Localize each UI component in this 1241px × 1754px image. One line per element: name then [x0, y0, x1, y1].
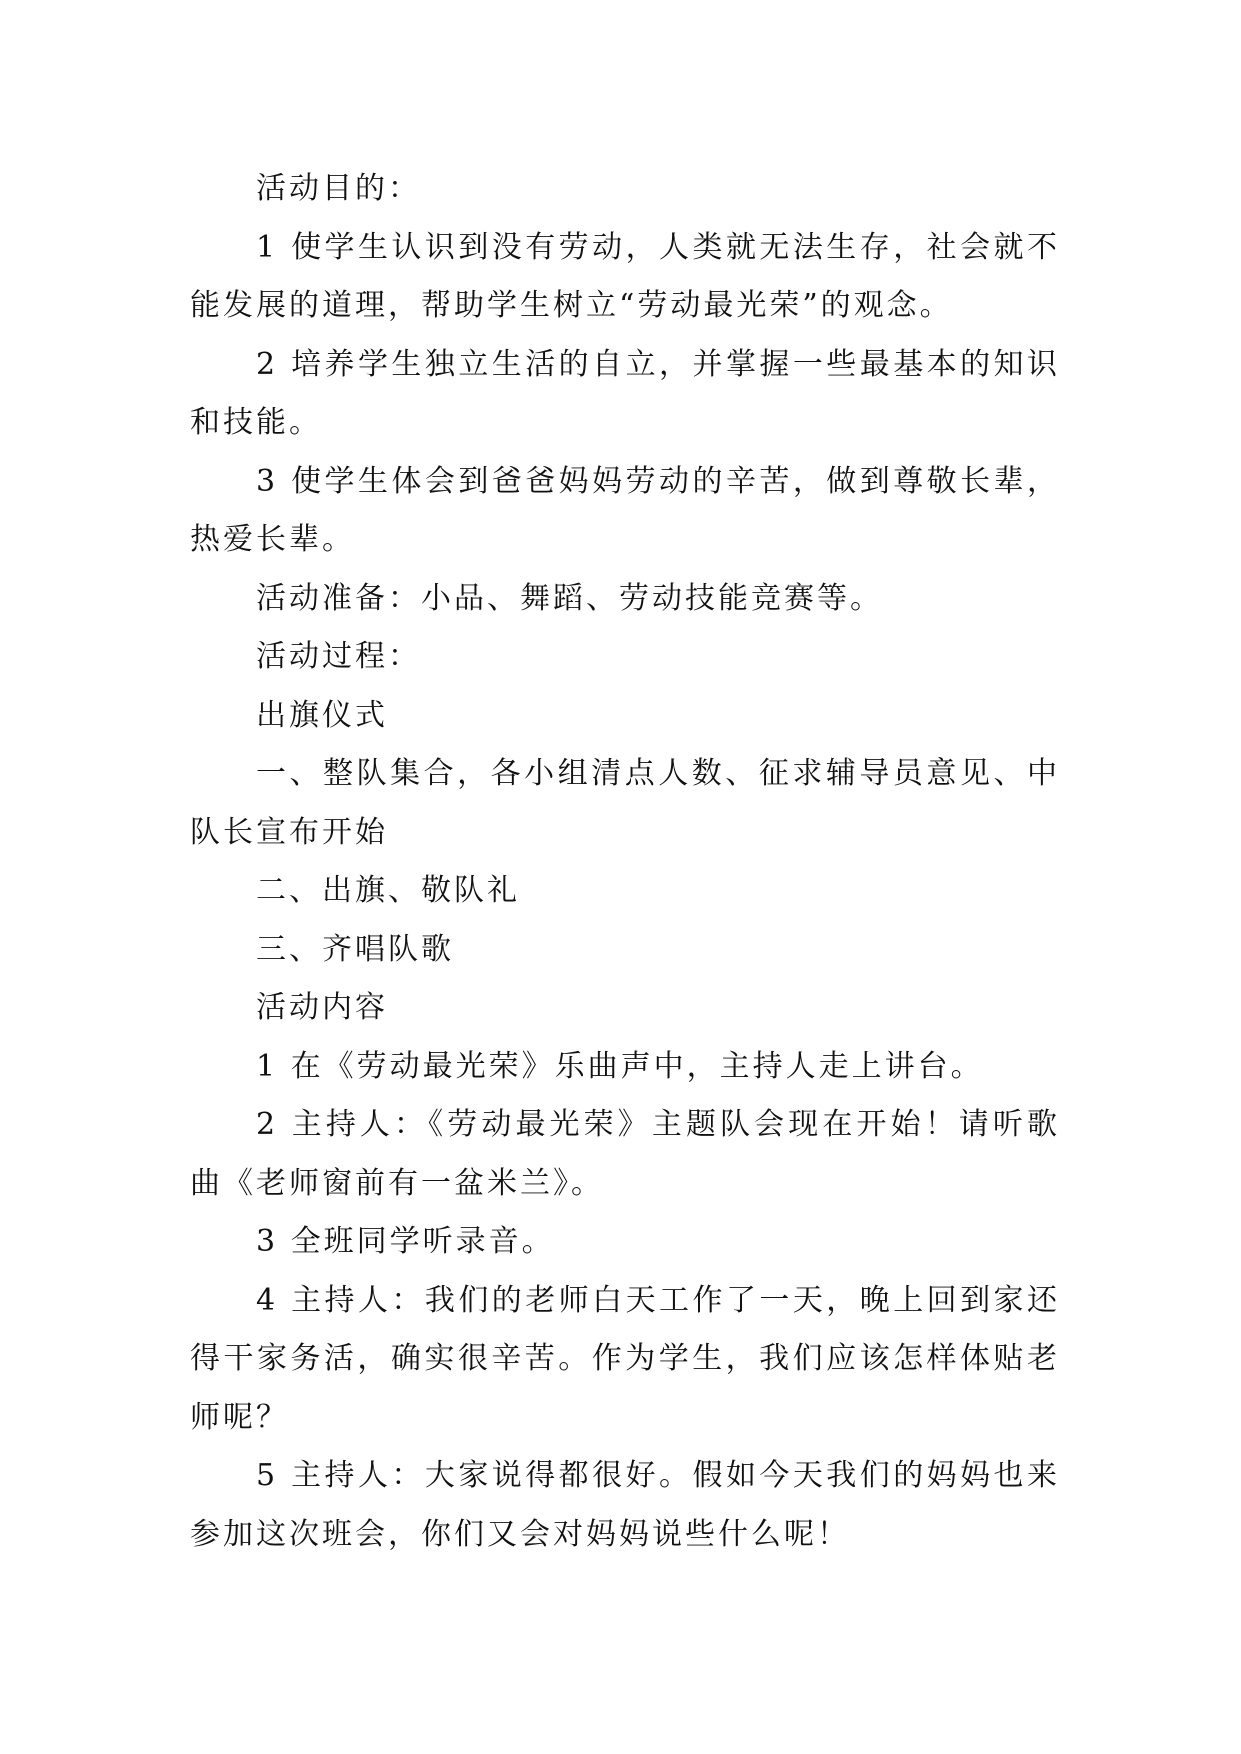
document-body — [190, 160, 1060, 1564]
paragraph-content-2: 2 主持人：《劳动最光荣》主题队会现在开始！请听歌曲《老师窗前有一盆米兰》。 — [190, 1107, 1060, 1201]
paragraph-content-5: 5 主持人：大家说得都很好。假如今天我们的妈妈也来参加这次班会，你们又会对妈妈说些什么呢！ — [190, 1458, 1060, 1552]
paragraph-activity-preparation: 活动准备：小品、舞蹈、劳动技能竞赛等。 — [256, 580, 883, 616]
paragraph-purpose-2: 2 培养学生独立生活的自立，并掌握一些最基本的知识和技能。 — [190, 346, 1060, 440]
paragraph-activity-purpose-heading: 活动目的： — [256, 171, 421, 206]
paragraph-step-three: 三、齐唱队歌 — [256, 931, 454, 967]
paragraph-content-1: 1 在《劳动最光荣》乐曲声中，主持人走上讲台。 — [256, 1048, 984, 1084]
paragraph-step-two: 二、出旗、敬队礼 — [256, 873, 520, 908]
paragraph-step-one: 一、整队集合，各小组清点人数、征求辅导员意见、中队长宣布开始 — [190, 756, 1060, 850]
paragraph-activity-content-heading: 活动内容 — [256, 990, 388, 1025]
paragraph-activity-process-heading: 活动过程： — [256, 639, 421, 674]
paragraph-flag-ceremony: 出旗仪式 — [256, 697, 388, 733]
paragraph-content-4: 4 主持人：我们的老师白天工作了一天，晚上回到家还得干家务活，确实很辛苦。作为学生，我们应该怎样体贴老师呢？ — [190, 1282, 1060, 1435]
paragraph-purpose-3: 3 使学生体会到爸爸妈妈劳动的辛苦，做到尊敬长辈，热爱长辈。 — [190, 463, 1060, 557]
paragraph-content-3: 3 全班同学听录音。 — [256, 1224, 555, 1259]
paragraph-purpose-1: 1 使学生认识到没有劳动，人类就无法生存，社会就不能发展的道理，帮助学生树立“劳动最光荣”的观念。 — [190, 229, 1060, 323]
